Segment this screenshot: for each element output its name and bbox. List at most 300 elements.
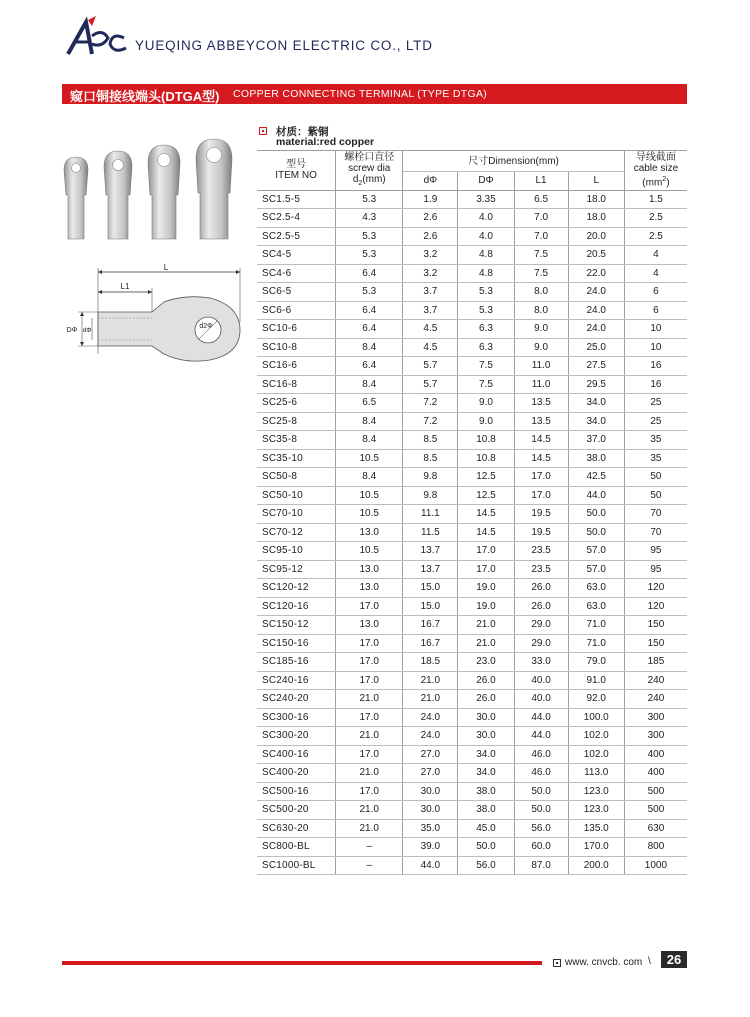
- table-cell: 5.7: [403, 375, 458, 394]
- table-cell: 4.0: [458, 209, 514, 228]
- table-cell: 44.0: [403, 856, 458, 875]
- table-row: [257, 597, 687, 616]
- table-cell: 26.0: [514, 597, 568, 616]
- table-cell: 19.0: [458, 597, 514, 616]
- cell-item-no: SC185-16: [257, 653, 336, 672]
- table-cell: 2.5: [624, 209, 687, 228]
- table-cell: 17.0: [514, 468, 568, 487]
- cell-item-no: SC500-20: [257, 801, 336, 820]
- table-cell: 50.0: [514, 801, 568, 820]
- table-cell: 12.5: [458, 486, 514, 505]
- website-icon: [553, 959, 561, 967]
- company-logo: [62, 14, 132, 58]
- spec-table: [257, 150, 687, 875]
- header-L1: L1: [514, 172, 568, 191]
- table-cell: 9.8: [403, 486, 458, 505]
- table-cell: 150: [624, 634, 687, 653]
- cell-item-no: SC400-20: [257, 764, 336, 783]
- cell-item-no: SC240-16: [257, 671, 336, 690]
- table-cell: 14.5: [514, 431, 568, 450]
- table-cell: 23.5: [514, 542, 568, 561]
- cell-item-no: SC35-8: [257, 431, 336, 450]
- table-cell: 3.7: [403, 301, 458, 320]
- lug-medium: [104, 151, 132, 239]
- table-cell: 5.3: [336, 227, 403, 246]
- table-cell: 19.0: [458, 579, 514, 598]
- table-cell: 42.5: [568, 468, 624, 487]
- bullet-square-icon: [259, 127, 267, 135]
- table-cell: 92.0: [568, 690, 624, 709]
- table-row: [257, 375, 687, 394]
- dimension-drawing: [60, 262, 255, 377]
- table-cell: 21.0: [403, 671, 458, 690]
- table-cell: 60.0: [514, 838, 568, 857]
- table-cell: 22.0: [568, 264, 624, 283]
- table-cell: 25: [624, 412, 687, 431]
- cell-item-no: SC16-8: [257, 375, 336, 394]
- table-cell: 30.0: [458, 727, 514, 746]
- table-row: [257, 838, 687, 857]
- table-row: [257, 856, 687, 875]
- table-cell: 30.0: [403, 801, 458, 820]
- table-cell: 8.4: [336, 431, 403, 450]
- lug-xlarge: [196, 139, 232, 239]
- table-cell: 34.0: [458, 745, 514, 764]
- table-cell: 46.0: [514, 745, 568, 764]
- dim-label-dPhi: dΦ: [82, 327, 92, 334]
- table-cell: 26.0: [458, 690, 514, 709]
- table-row: [257, 209, 687, 228]
- table-cell: 39.0: [403, 838, 458, 857]
- dim-label-d2: d2Φ: [199, 323, 213, 330]
- table-row: [257, 301, 687, 320]
- table-cell: 17.0: [336, 634, 403, 653]
- table-cell: 17.0: [336, 708, 403, 727]
- table-row: [257, 449, 687, 468]
- table-cell: 7.0: [514, 209, 568, 228]
- table-cell: 29.0: [514, 634, 568, 653]
- table-cell: 21.0: [403, 690, 458, 709]
- table-row: [257, 468, 687, 487]
- product-photo: [62, 135, 252, 245]
- table-cell: 23.5: [514, 560, 568, 579]
- spec-table-body: [257, 190, 687, 875]
- material-cn: 材质：紫铜: [276, 126, 329, 138]
- table-row: [257, 190, 687, 209]
- table-cell: 24.0: [568, 301, 624, 320]
- table-cell: 113.0: [568, 764, 624, 783]
- table-cell: 6.5: [336, 394, 403, 413]
- cell-item-no: SC50-10: [257, 486, 336, 505]
- table-cell: 34.0: [458, 764, 514, 783]
- table-cell: 45.0: [458, 819, 514, 838]
- table-row: [257, 579, 687, 598]
- table-cell: 14.5: [514, 449, 568, 468]
- table-cell: 23.0: [458, 653, 514, 672]
- table-cell: 10.8: [458, 449, 514, 468]
- table-cell: 4.0: [458, 227, 514, 246]
- cell-item-no: SC95-10: [257, 542, 336, 561]
- table-cell: 6.5: [514, 190, 568, 209]
- table-cell: 4: [624, 246, 687, 265]
- table-cell: 9.0: [514, 338, 568, 357]
- table-cell: 35.0: [403, 819, 458, 838]
- table-cell: 4.8: [458, 264, 514, 283]
- lug-large: [148, 145, 180, 239]
- table-cell: 70: [624, 505, 687, 524]
- table-cell: 11.1: [403, 505, 458, 524]
- table-cell: 30.0: [403, 782, 458, 801]
- table-cell: 21.0: [336, 819, 403, 838]
- table-row: [257, 227, 687, 246]
- table-cell: 135.0: [568, 819, 624, 838]
- table-cell: 13.0: [336, 560, 403, 579]
- table-cell: 5.3: [336, 246, 403, 265]
- table-cell: 102.0: [568, 727, 624, 746]
- table-cell: 500: [624, 801, 687, 820]
- table-cell: 7.2: [403, 394, 458, 413]
- table-cell: 15.0: [403, 579, 458, 598]
- table-cell: 14.5: [458, 505, 514, 524]
- cell-item-no: SC150-12: [257, 616, 336, 635]
- table-cell: 13.5: [514, 394, 568, 413]
- table-cell: 15.0: [403, 597, 458, 616]
- cell-item-no: SC70-12: [257, 523, 336, 542]
- table-row: [257, 616, 687, 635]
- table-cell: 8.0: [514, 301, 568, 320]
- table-row: [257, 357, 687, 376]
- table-cell: 240: [624, 671, 687, 690]
- table-cell: 100.0: [568, 708, 624, 727]
- table-cell: 17.0: [336, 745, 403, 764]
- table-cell: 50.0: [458, 838, 514, 857]
- company-name: YUEQING ABBEYCON ELECTRIC CO., LTD: [135, 38, 433, 53]
- cell-item-no: SC300-16: [257, 708, 336, 727]
- table-cell: 400: [624, 764, 687, 783]
- table-cell: 21.0: [458, 616, 514, 635]
- table-cell: 8.4: [336, 412, 403, 431]
- table-cell: 13.0: [336, 579, 403, 598]
- table-row: [257, 338, 687, 357]
- lug-small: [64, 157, 88, 239]
- table-cell: 16: [624, 357, 687, 376]
- table-cell: 3.2: [403, 264, 458, 283]
- table-cell: 13.0: [336, 523, 403, 542]
- table-cell: 4.8: [458, 246, 514, 265]
- table-cell: 9.0: [458, 394, 514, 413]
- table-row: [257, 727, 687, 746]
- table-row: [257, 801, 687, 820]
- cell-item-no: SC630-20: [257, 819, 336, 838]
- table-cell: 18.5: [403, 653, 458, 672]
- table-cell: 20.0: [568, 227, 624, 246]
- table-cell: 95: [624, 542, 687, 561]
- table-cell: 4.3: [336, 209, 403, 228]
- table-cell: 120: [624, 597, 687, 616]
- table-cell: 11.0: [514, 357, 568, 376]
- dim-label-L1: L1: [120, 282, 130, 291]
- table-cell: 63.0: [568, 579, 624, 598]
- header-item: 型号 ITEM NO: [257, 151, 336, 191]
- cell-item-no: SC400-16: [257, 745, 336, 764]
- table-cell: 500: [624, 782, 687, 801]
- table-cell: 150: [624, 616, 687, 635]
- table-cell: 35: [624, 449, 687, 468]
- table-cell: 102.0: [568, 745, 624, 764]
- table-cell: 10.5: [336, 542, 403, 561]
- cell-item-no: SC1000-BL: [257, 856, 336, 875]
- table-cell: 17.0: [458, 560, 514, 579]
- cell-item-no: SC500-16: [257, 782, 336, 801]
- table-cell: 38.0: [568, 449, 624, 468]
- table-cell: 123.0: [568, 801, 624, 820]
- table-cell: 7.5: [514, 264, 568, 283]
- table-cell: 300: [624, 708, 687, 727]
- cell-item-no: SC25-8: [257, 412, 336, 431]
- table-cell: 56.0: [514, 819, 568, 838]
- header-dphi: dΦ: [403, 172, 458, 191]
- table-cell: 10: [624, 320, 687, 339]
- table-cell: 50.0: [568, 523, 624, 542]
- table-cell: 7.5: [458, 357, 514, 376]
- cell-item-no: SC35-10: [257, 449, 336, 468]
- header-screw-dia: 螺栓口直径 screw dia $d_2(mm)$: [336, 151, 403, 191]
- table-cell: 2.6: [403, 209, 458, 228]
- table-cell: 17.0: [514, 486, 568, 505]
- banner-title-cn: 窥口铜接线端头(DTGA型): [70, 89, 220, 104]
- table-cell: 27.0: [403, 745, 458, 764]
- table-cell: 11.0: [514, 375, 568, 394]
- table-cell: 3.2: [403, 246, 458, 265]
- footer-bar: [62, 961, 542, 965]
- table-cell: 800: [624, 838, 687, 857]
- table-cell: 70: [624, 523, 687, 542]
- table-cell: 10: [624, 338, 687, 357]
- table-cell: 185: [624, 653, 687, 672]
- table-cell: 6.4: [336, 301, 403, 320]
- table-cell: 5.3: [458, 301, 514, 320]
- table-cell: 30.0: [458, 708, 514, 727]
- table-cell: 8.4: [336, 375, 403, 394]
- table-cell: 27.5: [568, 357, 624, 376]
- table-cell: 7.2: [403, 412, 458, 431]
- table-row: [257, 671, 687, 690]
- cell-item-no: SC120-16: [257, 597, 336, 616]
- table-cell: 26.0: [458, 671, 514, 690]
- table-cell: 8.0: [514, 283, 568, 302]
- table-cell: 3.35: [458, 190, 514, 209]
- cell-item-no: SC2.5-5: [257, 227, 336, 246]
- table-row: [257, 486, 687, 505]
- cell-item-no: SC300-20: [257, 727, 336, 746]
- table-cell: 9.8: [403, 468, 458, 487]
- table-cell: 46.0: [514, 764, 568, 783]
- cell-item-no: SC70-10: [257, 505, 336, 524]
- table-cell: 24.0: [403, 727, 458, 746]
- table-cell: 123.0: [568, 782, 624, 801]
- table-cell: 21.0: [336, 764, 403, 783]
- cell-item-no: SC1.5-5: [257, 190, 336, 209]
- table-cell: 24.0: [403, 708, 458, 727]
- dim-label-DPhi: DΦ: [66, 327, 78, 334]
- table-cell: 50.0: [514, 782, 568, 801]
- table-cell: 3.7: [403, 283, 458, 302]
- header-cable-size: 导线截面 cable size $(mm^2)$: [624, 151, 687, 191]
- dim-label-L: L: [163, 263, 169, 272]
- table-cell: 8.4: [336, 468, 403, 487]
- table-row: [257, 634, 687, 653]
- table-row: [257, 283, 687, 302]
- table-cell: 40.0: [514, 671, 568, 690]
- cell-item-no: SC10-8: [257, 338, 336, 357]
- table-cell: 17.0: [336, 653, 403, 672]
- table-cell: 20.5: [568, 246, 624, 265]
- cell-item-no: SC4-5: [257, 246, 336, 265]
- table-cell: 5.3: [336, 283, 403, 302]
- table-cell: –: [336, 856, 403, 875]
- table-cell: 44.0: [514, 708, 568, 727]
- table-row: [257, 708, 687, 727]
- cell-item-no: SC2.5-4: [257, 209, 336, 228]
- table-cell: 7.0: [514, 227, 568, 246]
- table-cell: 4.5: [403, 338, 458, 357]
- table-cell: 5.3: [336, 190, 403, 209]
- cell-item-no: SC25-6: [257, 394, 336, 413]
- table-cell: 400: [624, 745, 687, 764]
- table-cell: 14.5: [458, 523, 514, 542]
- table-cell: 19.5: [514, 523, 568, 542]
- material-en: material:red copper: [276, 136, 375, 148]
- table-row: [257, 394, 687, 413]
- table-cell: 10.8: [458, 431, 514, 450]
- table-cell: 12.5: [458, 468, 514, 487]
- table-row: [257, 819, 687, 838]
- table-row: [257, 560, 687, 579]
- page-number: 26: [661, 951, 687, 968]
- cell-item-no: SC6-6: [257, 301, 336, 320]
- table-row: [257, 505, 687, 524]
- table-row: [257, 246, 687, 265]
- table-cell: 1.5: [624, 190, 687, 209]
- table-cell: 21.0: [458, 634, 514, 653]
- table-cell: 16.7: [403, 616, 458, 635]
- table-cell: 10.5: [336, 486, 403, 505]
- table-cell: 6.4: [336, 320, 403, 339]
- table-cell: 24.0: [568, 283, 624, 302]
- table-cell: 44.0: [514, 727, 568, 746]
- table-cell: 16: [624, 375, 687, 394]
- table-cell: 57.0: [568, 542, 624, 561]
- table-row: [257, 764, 687, 783]
- table-cell: 29.0: [514, 616, 568, 635]
- table-cell: 7.5: [458, 375, 514, 394]
- table-cell: 9.0: [514, 320, 568, 339]
- table-cell: 37.0: [568, 431, 624, 450]
- table-cell: 21.0: [336, 690, 403, 709]
- table-cell: 25.0: [568, 338, 624, 357]
- cell-item-no: SC95-12: [257, 560, 336, 579]
- table-cell: 6: [624, 283, 687, 302]
- table-cell: 10.5: [336, 449, 403, 468]
- table-cell: 18.0: [568, 209, 624, 228]
- table-cell: 9.0: [458, 412, 514, 431]
- header-Dphi: DΦ: [458, 172, 514, 191]
- table-cell: 40.0: [514, 690, 568, 709]
- cell-item-no: SC4-6: [257, 264, 336, 283]
- table-cell: 200.0: [568, 856, 624, 875]
- table-cell: 21.0: [336, 727, 403, 746]
- table-cell: 300: [624, 727, 687, 746]
- table-cell: 34.0: [568, 412, 624, 431]
- table-cell: 4.5: [403, 320, 458, 339]
- table-cell: 8.5: [403, 431, 458, 450]
- table-cell: 6.3: [458, 338, 514, 357]
- cell-item-no: SC120-12: [257, 579, 336, 598]
- table-cell: 44.0: [568, 486, 624, 505]
- cell-item-no: SC150-16: [257, 634, 336, 653]
- table-row: [257, 782, 687, 801]
- table-cell: 38.0: [458, 801, 514, 820]
- table-cell: 63.0: [568, 597, 624, 616]
- table-cell: 11.5: [403, 523, 458, 542]
- table-cell: 10.5: [336, 505, 403, 524]
- cell-item-no: SC10-6: [257, 320, 336, 339]
- table-cell: 35: [624, 431, 687, 450]
- table-cell: 6.3: [458, 320, 514, 339]
- table-cell: 24.0: [568, 320, 624, 339]
- table-cell: 1000: [624, 856, 687, 875]
- table-cell: 17.0: [458, 542, 514, 561]
- table-row: [257, 264, 687, 283]
- header-dimension: 尺寸Dimension(mm): [403, 151, 625, 172]
- table-cell: 2.5: [624, 227, 687, 246]
- table-cell: 91.0: [568, 671, 624, 690]
- table-row: [257, 690, 687, 709]
- table-cell: 16.7: [403, 634, 458, 653]
- table-cell: 29.5: [568, 375, 624, 394]
- table-row: [257, 542, 687, 561]
- table-row: [257, 653, 687, 672]
- table-cell: 56.0: [458, 856, 514, 875]
- table-cell: 8.5: [403, 449, 458, 468]
- table-cell: 17.0: [336, 597, 403, 616]
- table-cell: 13.7: [403, 560, 458, 579]
- table-cell: 240: [624, 690, 687, 709]
- table-cell: 27.0: [403, 764, 458, 783]
- table-row: [257, 412, 687, 431]
- banner-title-en: COPPER CONNECTING TERMINAL (TYPE DTGA): [233, 88, 488, 100]
- table-cell: 17.0: [336, 782, 403, 801]
- header-L: L: [568, 172, 624, 191]
- table-cell: 71.0: [568, 634, 624, 653]
- table-cell: 170.0: [568, 838, 624, 857]
- table-cell: 19.5: [514, 505, 568, 524]
- table-cell: 8.4: [336, 338, 403, 357]
- table-cell: 87.0: [514, 856, 568, 875]
- table-cell: 71.0: [568, 616, 624, 635]
- table-cell: 50.0: [568, 505, 624, 524]
- table-cell: 18.0: [568, 190, 624, 209]
- table-cell: 50: [624, 468, 687, 487]
- footer-website: www. cnvcb. com: [565, 957, 643, 968]
- table-cell: 6.4: [336, 264, 403, 283]
- table-cell: 5.3: [458, 283, 514, 302]
- table-row: [257, 431, 687, 450]
- table-cell: 38.0: [458, 782, 514, 801]
- table-cell: 4: [624, 264, 687, 283]
- table-row: [257, 745, 687, 764]
- table-cell: 7.5: [514, 246, 568, 265]
